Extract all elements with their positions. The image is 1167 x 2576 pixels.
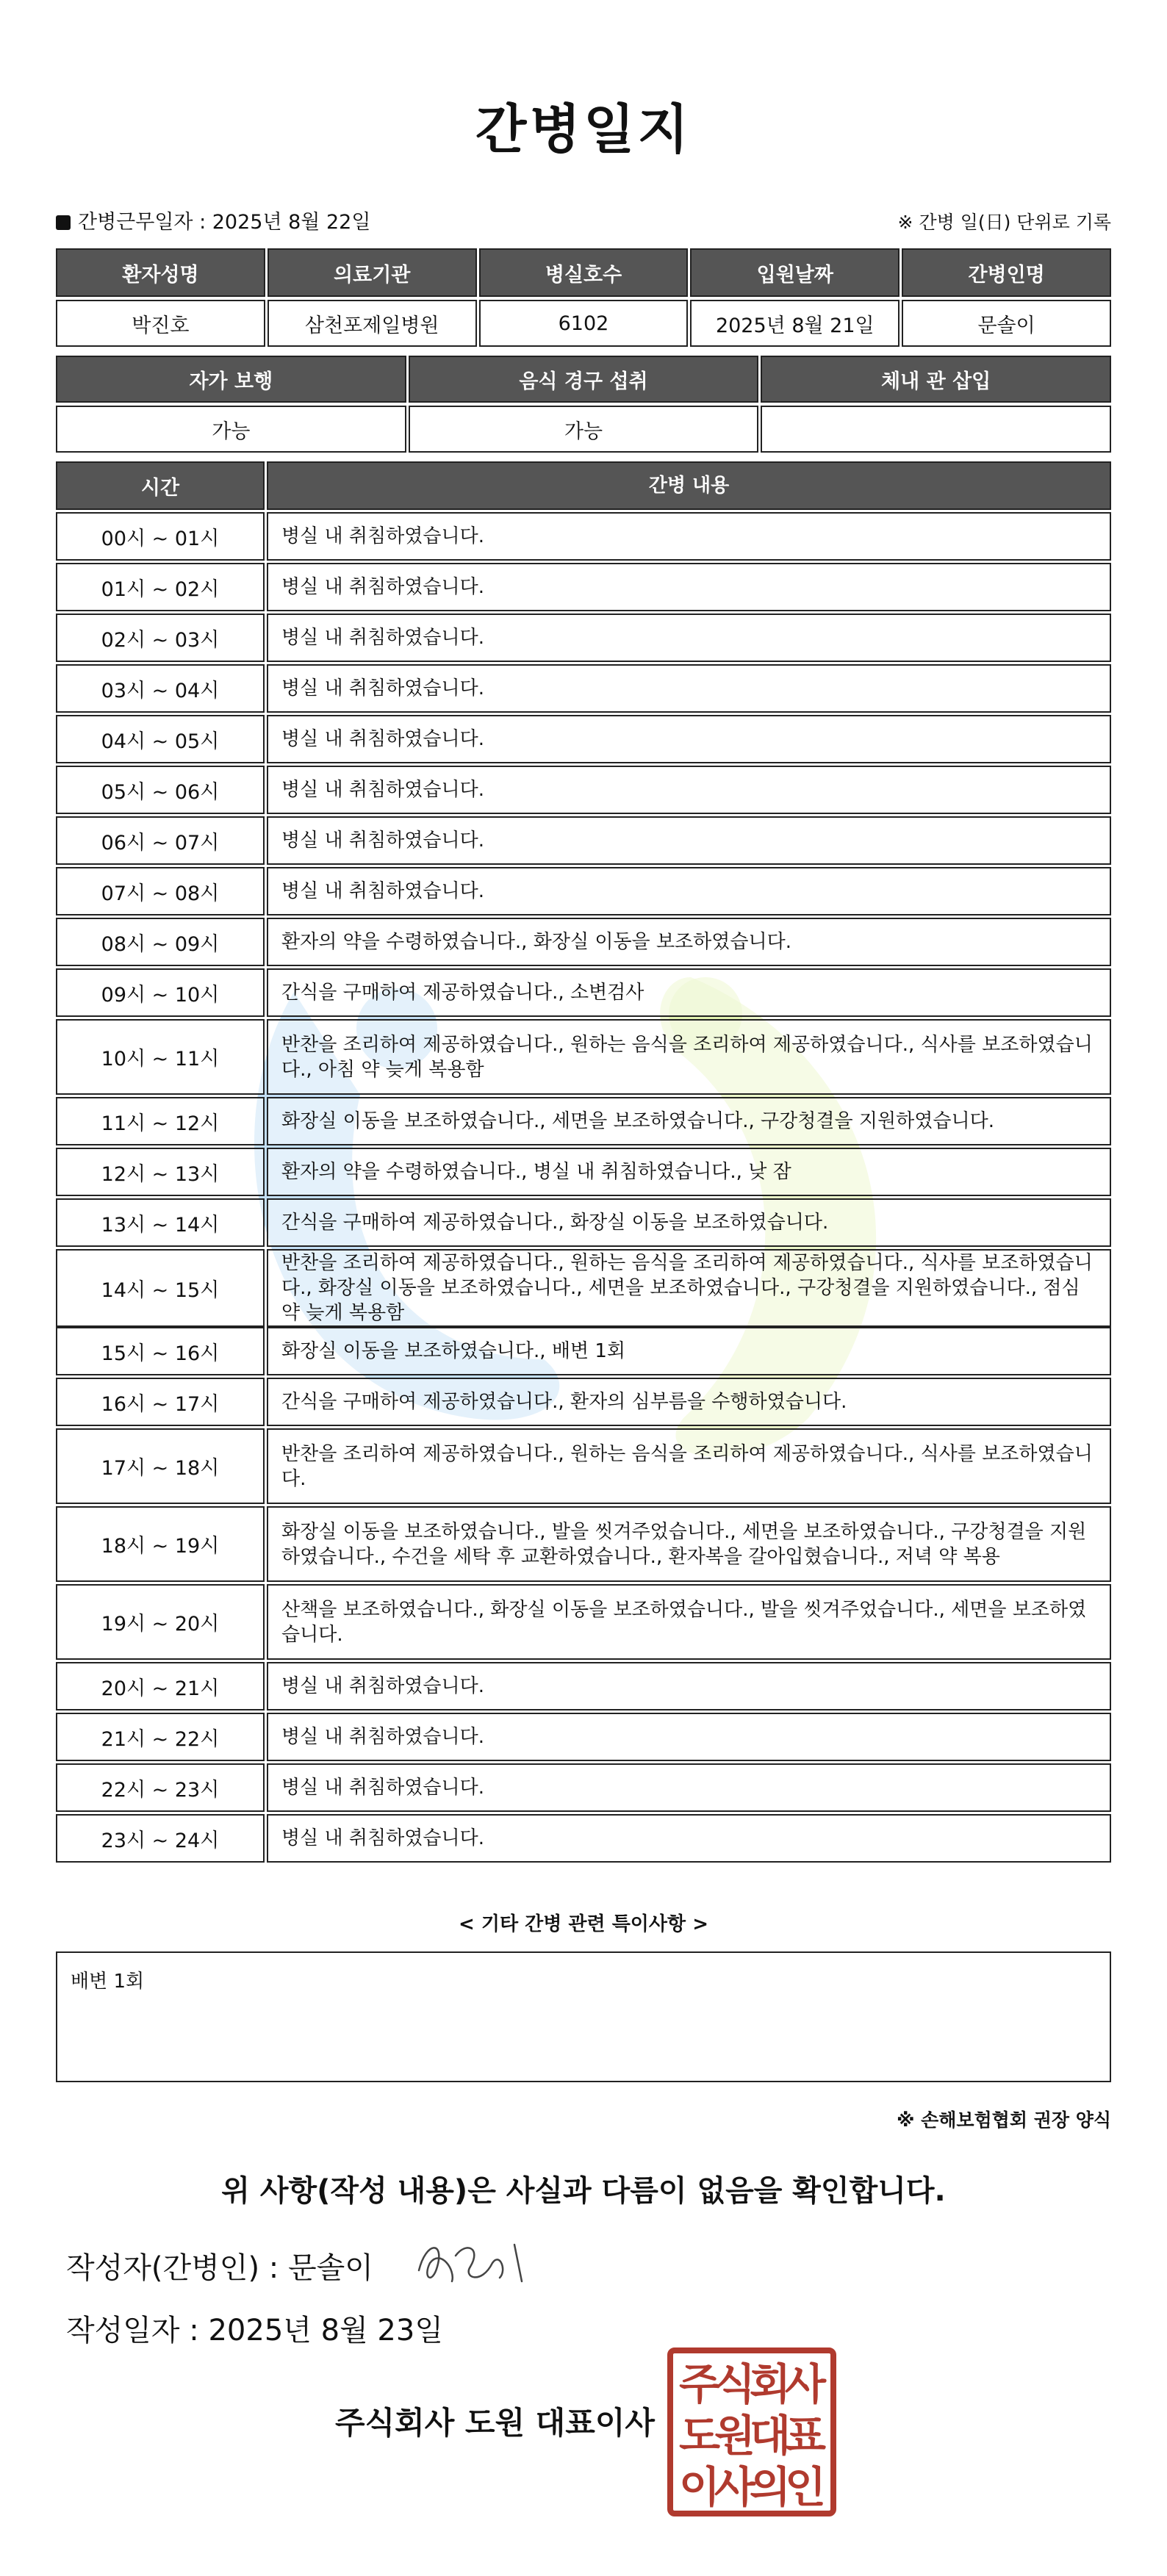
log-time-cell: 21시 ~ 22시 <box>56 1713 265 1761</box>
log-content-cell: 화장실 이동을 보조하였습니다., 배변 1회 <box>267 1327 1111 1375</box>
log-time-cell: 09시 ~ 10시 <box>56 968 265 1017</box>
work-date-label: 간병근무일자 : 2025년 8월 22일 <box>78 211 371 234</box>
special-notes-box: 배변 1회 <box>56 1951 1111 2082</box>
patient-header-cell: 간병인명 <box>902 248 1111 297</box>
svg-text:표: 표 <box>784 2411 827 2461</box>
log-content-cell: 병실 내 취침하였습니다. <box>267 614 1111 662</box>
writer-line: 작성자(간병인) : 문솔이 <box>66 2251 373 2285</box>
log-content-cell: 병실 내 취침하였습니다. <box>267 1662 1111 1710</box>
log-content-cell: 병실 내 취침하였습니다. <box>267 512 1111 561</box>
care-log-row <box>56 968 1111 1017</box>
care-log-row <box>56 664 1111 713</box>
patient-value-cell: 삼천포제일병원 <box>267 300 477 347</box>
care-log-row <box>56 1019 1111 1095</box>
care-log-row <box>56 1249 1111 1325</box>
log-time-cell: 10시 ~ 11시 <box>56 1019 265 1095</box>
log-content-cell: 병실 내 취침하였습니다. <box>267 715 1111 763</box>
company-seal <box>667 2347 836 2516</box>
svg-text:사: 사 <box>784 2359 827 2409</box>
care-log-row <box>56 1713 1111 1761</box>
care-log-row <box>56 1428 1111 1504</box>
status-value-cell: 가능 <box>409 406 759 453</box>
svg-text:도: 도 <box>678 2411 721 2461</box>
page-title: 간병일지 <box>475 98 692 160</box>
care-log-row <box>56 867 1111 915</box>
status-header-cell: 음식 경구 섭취 <box>409 356 759 403</box>
log-content-cell: 병실 내 취침하였습니다. <box>267 816 1111 865</box>
care-log-row <box>56 1097 1111 1145</box>
care-log-row <box>56 715 1111 763</box>
log-time-cell: 02시 ~ 03시 <box>56 614 265 662</box>
log-content-cell: 화장실 이동을 보조하였습니다., 발을 씻겨주었습니다., 세면을 보조하였습니다., 구강청결을 지원하였습니다., 수건을 세탁 후 교환하였습니다., 환자복을 갈아입혔습니다., 저녁 약 복용 <box>267 1506 1111 1582</box>
log-time-cell: 03시 ~ 04시 <box>56 664 265 713</box>
patient-value-cell: 문솔이 <box>902 300 1111 347</box>
status-value-cell <box>761 406 1111 453</box>
log-time-cell: 23시 ~ 24시 <box>56 1814 265 1863</box>
care-log-table <box>56 461 1111 1865</box>
log-content-cell: 간식을 구매하여 제공하였습니다., 화장실 이동을 보조하였습니다. <box>267 1198 1111 1247</box>
care-log-row <box>56 1378 1111 1426</box>
svg-text:대: 대 <box>749 2411 791 2461</box>
patient-info-table <box>56 248 1111 347</box>
patient-header-cell: 의료기관 <box>267 248 477 297</box>
svg-text:이: 이 <box>678 2462 721 2512</box>
care-log-row <box>56 816 1111 865</box>
log-content-cell: 화장실 이동을 보조하였습니다., 세면을 보조하였습니다., 구강청결을 지원하였습니다. <box>267 1097 1111 1145</box>
log-time-cell: 01시 ~ 02시 <box>56 563 265 611</box>
care-log-row <box>56 1327 1111 1375</box>
care-log-row <box>56 1763 1111 1812</box>
association-note: ※ 손해보험협회 권장 양식 <box>897 2109 1111 2131</box>
log-content-cell: 반찬을 조리하여 제공하였습니다., 원하는 음식을 조리하여 제공하였습니다., 식사를 보조하였습니다., 화장실 이동을 보조하였습니다., 세면을 보조하였습니다., 구강청결을 지원하였습니다., 점심 약 늦게 복용함 <box>267 1249 1111 1327</box>
log-content-cell: 병실 내 취침하였습니다. <box>267 1763 1111 1812</box>
log-content-cell: 환자의 약을 수령하였습니다., 화장실 이동을 보조하였습니다. <box>267 918 1111 966</box>
log-time-cell: 17시 ~ 18시 <box>56 1428 265 1504</box>
log-time-cell: 06시 ~ 07시 <box>56 816 265 865</box>
log-content-cell: 간식을 구매하여 제공하였습니다., 환자의 심부름을 수행하였습니다. <box>267 1378 1111 1426</box>
log-time-cell: 22시 ~ 23시 <box>56 1763 265 1812</box>
company-name: 주식회사 도원 대표이사 <box>335 2405 655 2441</box>
log-time-cell: 00시 ~ 01시 <box>56 512 265 561</box>
handwritten-signature <box>412 2226 536 2300</box>
log-time-cell: 11시 ~ 12시 <box>56 1097 265 1145</box>
work-date <box>56 206 370 234</box>
care-log-row <box>56 1198 1111 1247</box>
write-date-line: 작성일자 : 2025년 8월 23일 <box>66 2314 443 2347</box>
svg-text:사: 사 <box>714 2462 756 2512</box>
confirmation-statement: 위 사항(작성 내용)은 사실과 다름이 없음을 확인합니다. <box>221 2174 946 2208</box>
log-time-cell: 15시 ~ 16시 <box>56 1327 265 1375</box>
status-header-cell: 체내 관 삽입 <box>761 356 1111 403</box>
log-time-cell: 04시 ~ 05시 <box>56 715 265 763</box>
log-content-cell: 반찬을 조리하여 제공하였습니다., 원하는 음식을 조리하여 제공하였습니다., 식사를 보조하였습니다., 아침 약 늦게 복용함 <box>267 1019 1111 1095</box>
patient-value-cell: 2025년 8월 21일 <box>690 300 900 347</box>
log-content-cell: 간식을 구매하여 제공하였습니다., 소변검사 <box>267 968 1111 1017</box>
care-log-row <box>56 1814 1111 1863</box>
patient-value-cell: 6102 <box>479 300 689 347</box>
log-time-cell: 14시 ~ 15시 <box>56 1249 265 1327</box>
svg-text:의: 의 <box>749 2462 791 2512</box>
care-log-row <box>56 1584 1111 1660</box>
patient-header-cell: 병실호수 <box>479 248 689 297</box>
care-log-row <box>56 766 1111 814</box>
log-content-cell: 병실 내 취침하였습니다. <box>267 766 1111 814</box>
log-content-cell: 환자의 약을 수령하였습니다., 병실 내 취침하였습니다., 낮 잠 <box>267 1148 1111 1196</box>
care-log-row <box>56 1662 1111 1710</box>
log-time-cell: 16시 ~ 17시 <box>56 1378 265 1426</box>
log-time-cell: 20시 ~ 21시 <box>56 1662 265 1710</box>
log-time-cell: 07시 ~ 08시 <box>56 867 265 915</box>
care-log-row <box>56 563 1111 611</box>
time-header: 시간 <box>56 461 265 510</box>
log-content-cell: 반찬을 조리하여 제공하였습니다., 원하는 음식을 조리하여 제공하였습니다., 식사를 보조하였습니다. <box>267 1428 1111 1504</box>
log-content-cell: 병실 내 취침하였습니다. <box>267 563 1111 611</box>
log-content-cell: 병실 내 취침하였습니다. <box>267 1814 1111 1863</box>
care-log-row <box>56 918 1111 966</box>
log-time-cell: 19시 ~ 20시 <box>56 1584 265 1660</box>
status-table <box>56 356 1111 453</box>
svg-text:원: 원 <box>714 2411 756 2461</box>
content-header: 간병 내용 <box>267 461 1111 510</box>
care-log-row <box>56 512 1111 561</box>
care-log-row <box>56 614 1111 662</box>
care-log-row <box>56 1506 1111 1582</box>
patient-header-cell: 입원날짜 <box>690 248 900 297</box>
svg-text:주: 주 <box>678 2359 721 2409</box>
log-content-cell: 병실 내 취침하였습니다. <box>267 664 1111 713</box>
log-time-cell: 05시 ~ 06시 <box>56 766 265 814</box>
svg-text:식: 식 <box>714 2359 756 2409</box>
unit-note: ※ 간병 일(日) 단위로 기록 <box>897 212 1111 233</box>
status-header-cell: 자가 보행 <box>56 356 406 403</box>
log-time-cell: 18시 ~ 19시 <box>56 1506 265 1582</box>
patient-header-cell: 환자성명 <box>56 248 265 297</box>
svg-text:인: 인 <box>784 2462 827 2512</box>
log-time-cell: 08시 ~ 09시 <box>56 918 265 966</box>
care-log-row <box>56 1148 1111 1196</box>
care-log-header-row <box>56 461 1111 510</box>
special-notes-title: < 기타 간병 관련 특이사항 > <box>459 1913 708 1935</box>
log-content-cell: 산책을 보조하였습니다., 화장실 이동을 보조하였습니다., 발을 씻겨주었습니다., 세면을 보조하였습니다. <box>267 1584 1111 1660</box>
log-time-cell: 12시 ~ 13시 <box>56 1148 265 1196</box>
patient-value-cell: 박진호 <box>56 300 265 347</box>
log-content-cell: 병실 내 취침하였습니다. <box>267 867 1111 915</box>
svg-text:회: 회 <box>749 2359 791 2409</box>
log-content-cell: 병실 내 취침하였습니다. <box>267 1713 1111 1761</box>
status-value-cell: 가능 <box>56 406 406 453</box>
log-time-cell: 13시 ~ 14시 <box>56 1198 265 1247</box>
bullet-square-icon <box>56 215 71 230</box>
